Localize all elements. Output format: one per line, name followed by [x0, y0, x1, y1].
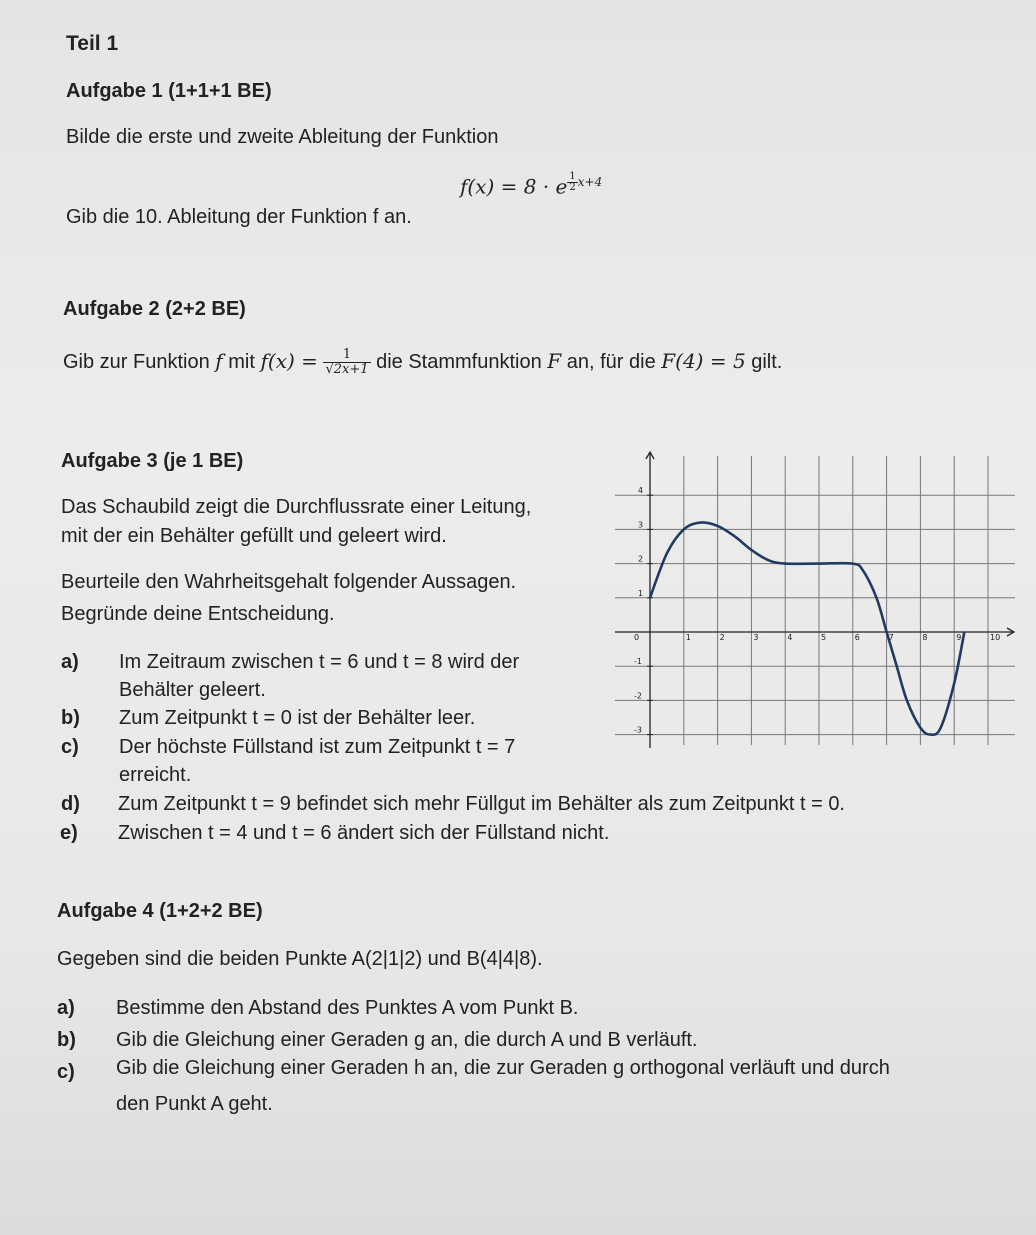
exp-rest: x+4: [577, 175, 603, 189]
y-tick-label: -3: [634, 725, 642, 735]
frac-num: 1: [323, 348, 370, 363]
item-a-text-2: Behälter geleert.: [119, 679, 266, 701]
exp-num: 1: [569, 171, 576, 182]
item-c-label: c): [61, 736, 79, 758]
F-symbol: F: [547, 348, 562, 373]
item-c-text: Der höchste Füllstand ist zum Zeitpunkt t = 7: [119, 736, 516, 758]
x-tick-label: 9: [956, 633, 962, 642]
task4-item-c-text: Gib die Gleichung einer Geraden h an, die zur Geraden g orthogonal verläuft und durch: [116, 1057, 890, 1079]
x-tick-label: 5: [821, 633, 827, 642]
x-tick-label: 7: [888, 633, 894, 642]
item-a-label: a): [61, 651, 79, 673]
t5: gilt.: [751, 350, 783, 373]
x-tick-label: 6: [854, 633, 860, 642]
task4-item-b-text: Gib die Gleichung einer Geraden g an, die durch A und B verläuft.: [116, 1029, 698, 1051]
item-c-text-2: erreicht.: [119, 764, 192, 786]
task4-item-a-text: Bestimme den Abstand des Punktes A vom Punkt B.: [116, 997, 579, 1019]
x-tick-label: 10: [990, 633, 1001, 642]
t1: Gib zur Funktion: [63, 350, 210, 373]
y-tick-label: -2: [634, 691, 642, 701]
t3: die Stammfunktion: [376, 350, 542, 373]
y-tick-label: -1: [634, 657, 642, 667]
task1-text-2: Gib die 10. Ableitung der Funktion f an.: [66, 206, 412, 228]
page-title: Teil 1: [66, 32, 119, 55]
task2-text: [63, 348, 782, 377]
t2: mit: [228, 350, 255, 373]
fx: f(x) =: [260, 348, 318, 373]
t4: an, für die: [566, 350, 656, 373]
item-b-text: Zum Zeitpunkt t = 0 ist der Behälter leer.: [119, 707, 476, 729]
x-tick-label: 8: [922, 633, 928, 642]
task4-item-c-label: c): [57, 1061, 75, 1083]
item-d-label: d): [61, 793, 80, 815]
y-tick-label: 4: [638, 486, 644, 496]
item-d-text: Zum Zeitpunkt t = 9 befindet sich mehr Füllgut im Behälter als zum Zeitpunkt t = 0.: [118, 793, 845, 815]
task1-formula: [460, 172, 602, 199]
task4-item-b-label: b): [57, 1029, 76, 1051]
formula-lhs: f(x) = 8 · e: [460, 174, 568, 199]
task3-instruction-2: Begründe deine Entscheidung.: [61, 603, 335, 625]
task3-intro-2: mit der ein Behälter gefüllt und geleert wird.: [61, 525, 447, 547]
flow-rate-chart: [615, 450, 1015, 750]
frac-den: √2x+1: [325, 362, 369, 377]
f-symbol: f: [215, 348, 223, 373]
item-e-text: Zwischen t = 4 und t = 6 ändert sich der Füllstand nicht.: [118, 822, 610, 844]
task4-intro: Gegeben sind die beiden Punkte A(2|1|2) und B(4|4|8).: [57, 948, 543, 970]
flow-rate-series-line: [650, 522, 964, 734]
task2-heading: Aufgabe 2 (2+2 BE): [63, 298, 246, 320]
x-tick-label: 0: [634, 633, 640, 642]
x-tick-label: 2: [719, 633, 725, 642]
task3-instruction-1: Beurteile den Wahrheitsgehalt folgender Aussagen.: [61, 571, 517, 593]
condition: F(4) = 5: [661, 348, 746, 373]
x-tick-label: 4: [787, 633, 793, 642]
x-tick-label: 1: [685, 633, 691, 642]
y-tick-label: 2: [638, 554, 644, 564]
task4-item-a-label: a): [57, 997, 75, 1019]
x-tick-label: 3: [753, 633, 759, 642]
task3-intro-1: Das Schaubild zeigt die Durchflussrate einer Leitung,: [61, 496, 532, 518]
item-b-label: b): [61, 707, 80, 729]
task1-heading: Aufgabe 1 (1+1+1 BE): [66, 80, 272, 102]
item-a-text: Im Zeitraum zwischen t = 6 und t = 8 wird der: [119, 651, 520, 673]
task3-heading: Aufgabe 3 (je 1 BE): [61, 450, 244, 472]
y-tick-label: 1: [638, 588, 644, 598]
exp-den: 2: [569, 182, 576, 193]
task1-text: Bilde die erste und zweite Ableitung der Funktion: [66, 126, 499, 148]
y-tick-label: 3: [638, 520, 644, 530]
task4-heading: Aufgabe 4 (1+2+2 BE): [57, 900, 263, 922]
item-e-label: e): [60, 822, 78, 844]
task4-item-c-text-2: den Punkt A geht.: [116, 1093, 273, 1115]
